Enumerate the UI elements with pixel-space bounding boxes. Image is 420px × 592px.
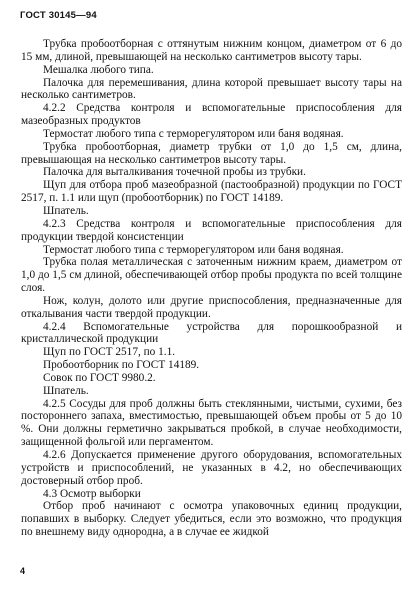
paragraph: Термостат любого типа с терморегулятором или баня водяная. [43,243,344,256]
paragraph: Пробоотборник по ГОСТ 14189. [43,359,200,372]
paragraph: Совок по ГОСТ 9980.2. [43,371,156,384]
paragraph: Щуп для отбора проб мазеобразной (пастообразной) продукции по ГОСТ 2517, п. 1.1 или щуп (пробоотборник) по ГОСТ 14189. [21,179,402,205]
section-heading: 4.3 Осмотр выборки [43,487,141,500]
paragraph: Нож, колун, долото или другие приспособления, предназначенные для откалывания части твердой продукции. [21,294,402,320]
section-heading: 4.2.4 Вспомогательные устройства для порошкообразной и кристаллической продукции [21,320,402,346]
body-text [21,38,402,539]
page-number: 4 [20,566,26,576]
paragraph: 4.2.6 Допускается применение другого оборудования, вспомогательных устройств и приспособлений, не указанных в 4.2, но обеспечивающих достоверный отбор проб. [21,449,402,487]
section-heading: 4.2.2 Средства контроля и вспомогательные приспособления для мазеобразных продуктов [21,102,402,128]
section-heading: 4.2.3 Средства контроля и вспомогательные приспособления для продукции твердой консистенции [21,217,402,243]
paragraph: Щуп по ГОСТ 2517, по 1.1. [43,346,176,359]
paragraph: Мешалка любого типа. [43,63,154,76]
paragraph: Трубка пробоотборная с оттянутым нижним концом, диаметром от 6 до 15 мм, длиной, превышающей на несколько сантиметров высоту тары. [21,38,402,63]
standard-header: ГОСТ 30145—94 [20,10,97,21]
paragraph: Шпатель. [43,384,89,397]
paragraph: Отбор проб начинают с осмотра упаковочных единиц продукции, попавших в выборку. Следует убедиться, если это возможно, что продукция по внешнему виду однородна, а в случае ее жидкой [21,500,402,539]
paragraph: Трубка полая металлическая с заточенным нижним краем, диаметром от 1,0 до 1,5 см длиной, обеспечивающей отбор пробы продукта по всей толщине слоя. [21,256,402,295]
paragraph: Палочка для выталкивания точечной пробы из трубки. [43,166,306,179]
paragraph: 4.2.5 Сосуды для проб должны быть стеклянными, чистыми, сухими, без постороннего запаха, вместимостью, превышающей объем пробы от 5 до 10 %. Они должны герметично закрываться пробкой, в случае необходимости, защищенной фольгой или пергаментом. [21,397,402,449]
paragraph: Термостат любого типа с терморегулятором или баня водяная. [43,127,344,140]
paragraph: Палочка для перемешивания, длина которой превышает высоту тары на несколько сантиметров. [21,76,402,102]
paragraph: Шпатель. [43,204,89,217]
paragraph: Трубка пробоотборная, диаметр трубки от 1,0 до 1,5 см, длина, превышающая на несколько сантиметров высоту тары. [21,140,402,166]
